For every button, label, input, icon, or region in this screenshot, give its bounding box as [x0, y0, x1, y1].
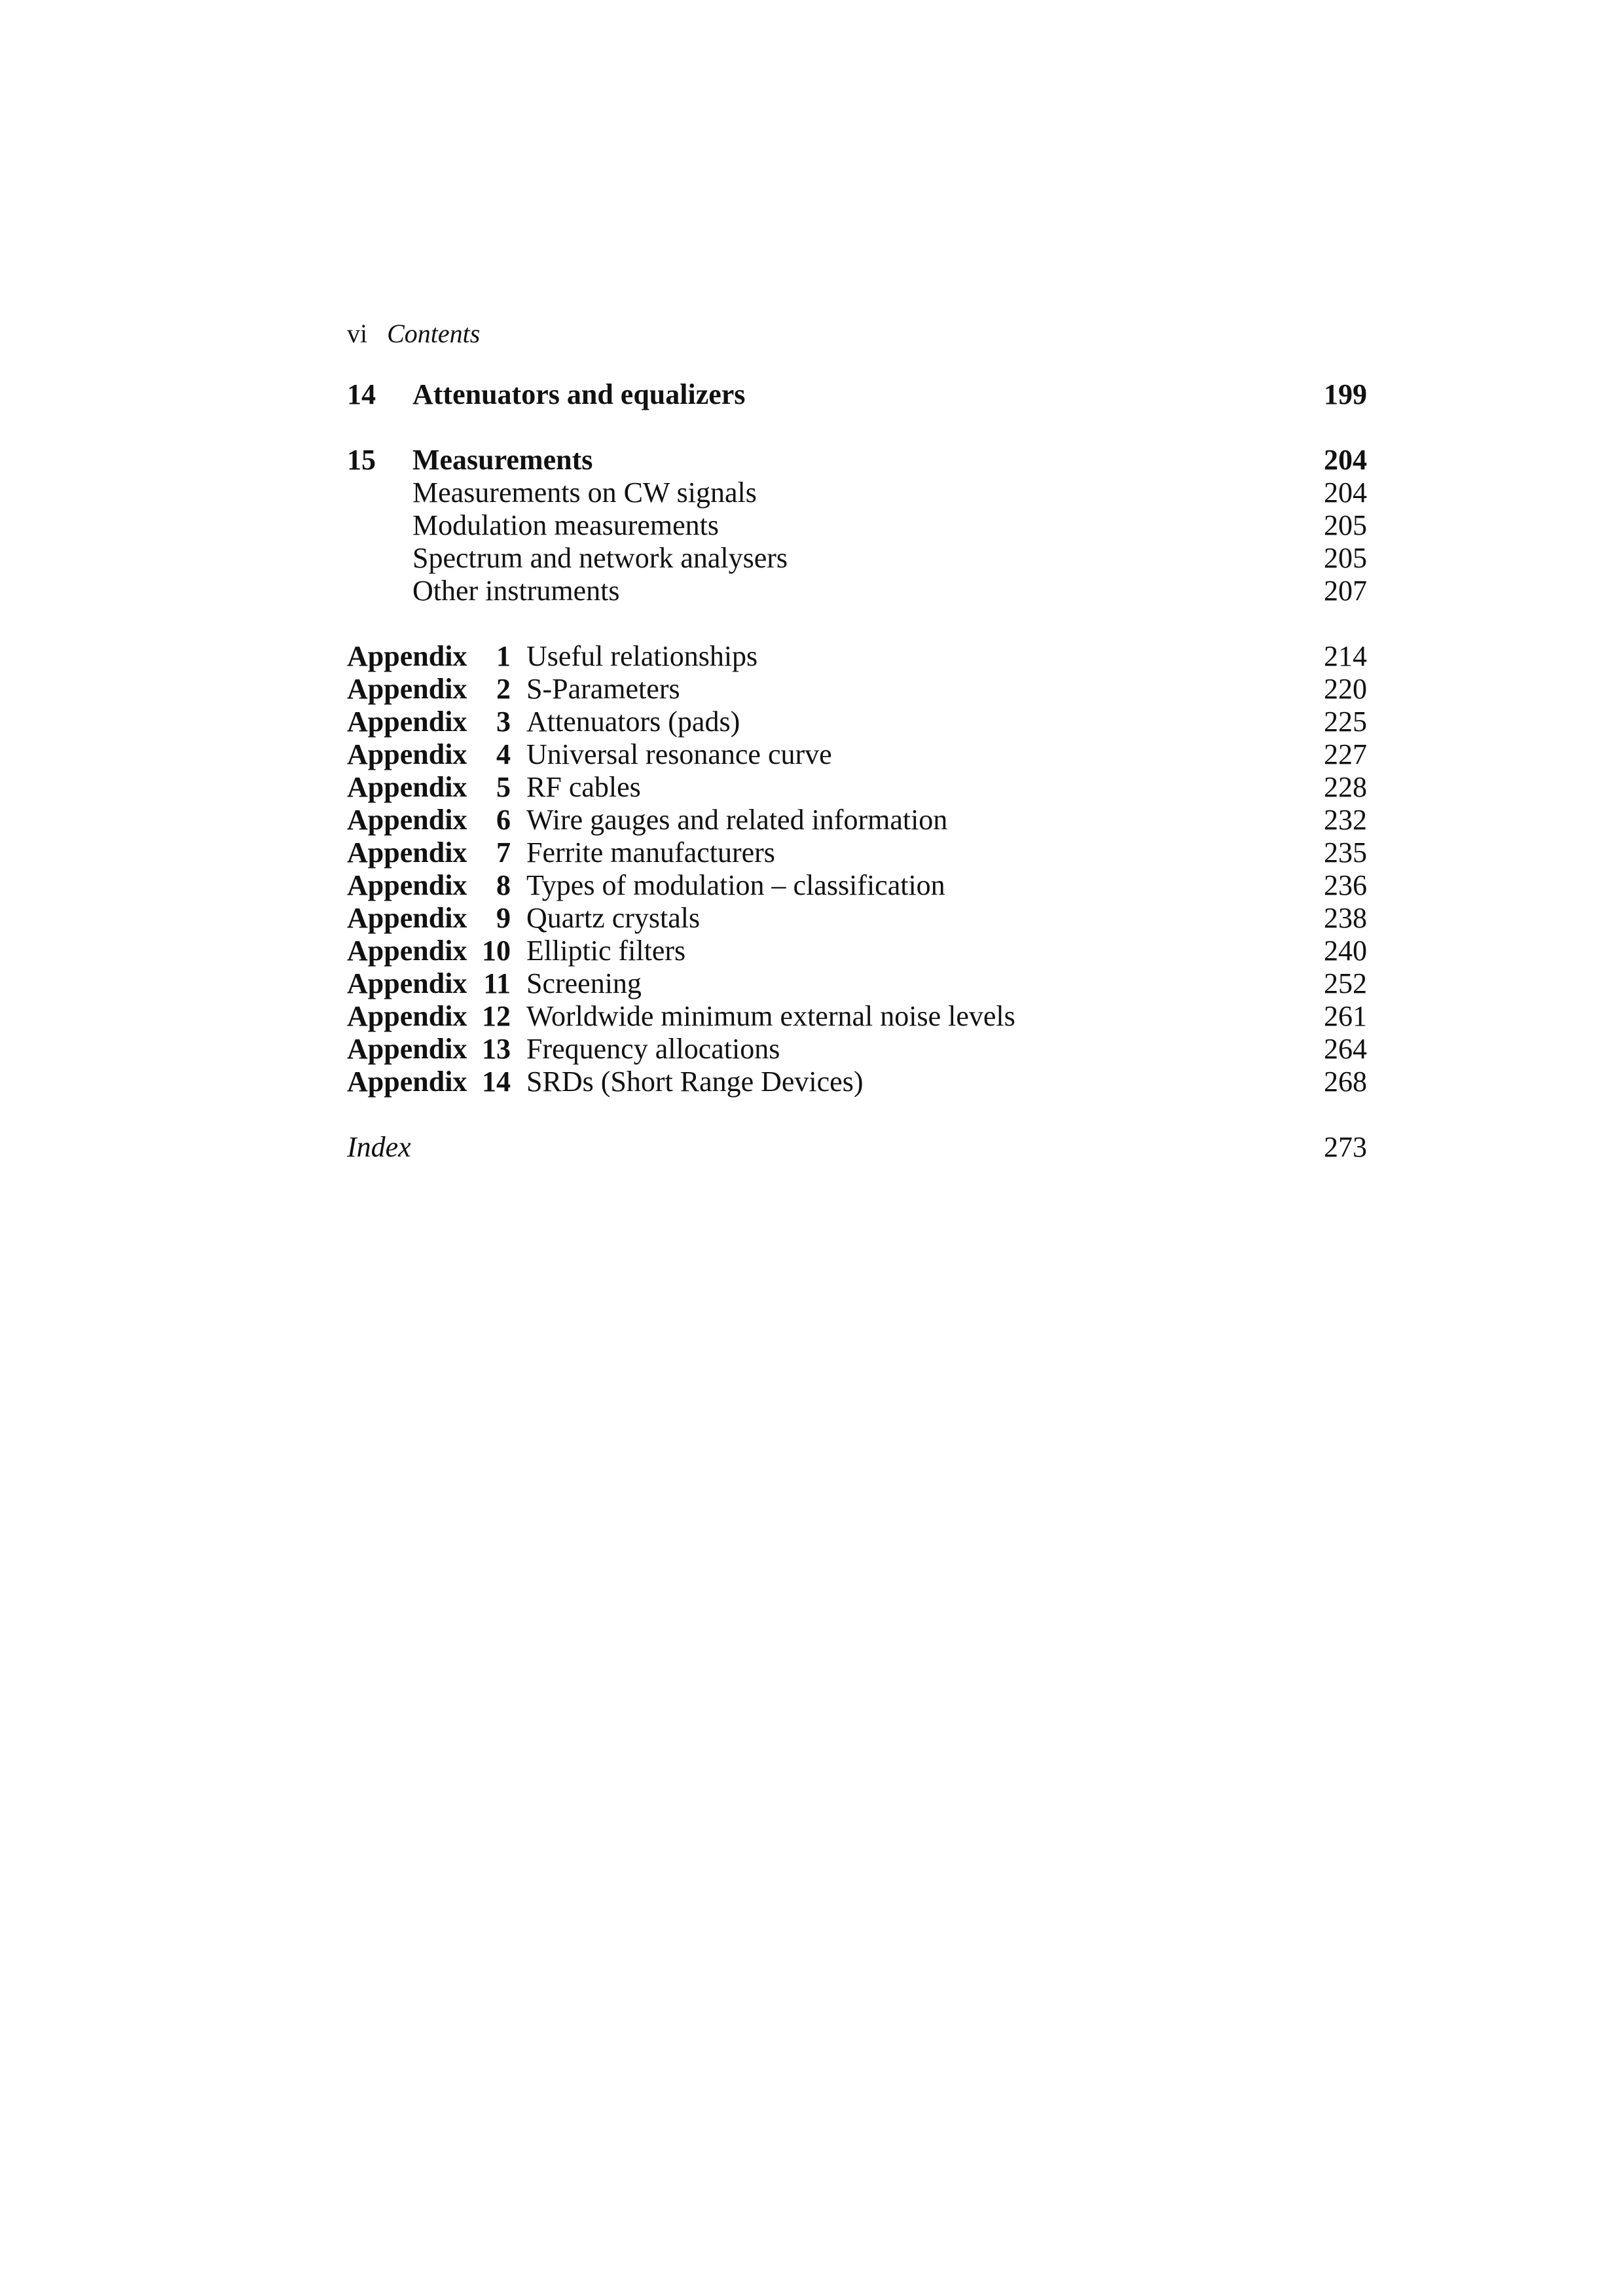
section-title: Modulation measurements: [412, 509, 720, 541]
appendix-page: 240: [1324, 935, 1367, 967]
appendix-number: 11: [483, 967, 511, 999]
toc-index[interactable]: [347, 1131, 1367, 1164]
appendix-word: Appendix: [347, 1033, 467, 1065]
running-head: [347, 314, 1367, 353]
toc-appendix-10[interactable]: [347, 935, 1367, 967]
chapter-title: Attenuators and equalizers: [412, 378, 746, 410]
chapter-title: Measurements: [412, 444, 593, 476]
appendix-page: 252: [1324, 967, 1367, 999]
appendix-word: Appendix: [347, 869, 467, 901]
appendix-page: 232: [1324, 804, 1367, 836]
appendix-number: 7: [496, 836, 511, 869]
toc-appendix-12[interactable]: [347, 1000, 1367, 1033]
appendix-number: 13: [482, 1033, 511, 1065]
chapter-page: 204: [1324, 444, 1367, 476]
appendix-word: Appendix: [347, 771, 467, 803]
appendix-word: Appendix: [347, 967, 467, 999]
toc-chapter-15[interactable]: [347, 444, 1367, 476]
toc-appendix-4[interactable]: [347, 738, 1367, 771]
section-page: 207: [1324, 575, 1367, 607]
appendix-word: Appendix: [347, 804, 467, 836]
toc-appendix-8[interactable]: [347, 869, 1367, 902]
toc-chapter-14[interactable]: [347, 378, 1367, 411]
appendix-number: 8: [496, 869, 511, 901]
appendix-number: 10: [482, 935, 511, 967]
toc-appendix-7[interactable]: [347, 836, 1367, 869]
appendix-word: Appendix: [347, 673, 467, 705]
appendix-title: Frequency allocations: [526, 1033, 780, 1065]
section-page: 204: [1324, 476, 1367, 509]
appendix-page: 264: [1324, 1033, 1367, 1065]
toc-appendix-2[interactable]: [347, 673, 1367, 706]
toc-appendix-6[interactable]: [347, 804, 1367, 836]
section-page: 205: [1324, 542, 1367, 574]
index-page: 273: [1324, 1131, 1367, 1163]
appendix-page: 225: [1324, 706, 1367, 738]
appendix-page: 214: [1324, 640, 1367, 672]
appendix-number: 6: [496, 804, 511, 836]
appendix-number: 9: [496, 902, 511, 934]
chapter-number: 15: [347, 444, 376, 476]
spacer: [347, 1098, 1367, 1131]
appendix-title: RF cables: [526, 771, 641, 803]
appendix-title: Elliptic filters: [526, 935, 686, 967]
appendix-page: 238: [1324, 902, 1367, 934]
appendix-page: 261: [1324, 1000, 1367, 1032]
appendix-number: 4: [496, 738, 511, 770]
appendix-title: Useful relationships: [526, 640, 758, 672]
appendix-number: 12: [482, 1000, 511, 1032]
page-folio: vi: [347, 319, 368, 348]
toc-appendix-14[interactable]: [347, 1066, 1367, 1098]
appendix-title: Quartz crystals: [526, 902, 701, 934]
toc-section[interactable]: [347, 509, 1367, 542]
index-title: Index: [347, 1131, 411, 1163]
appendix-number: 14: [482, 1066, 511, 1098]
appendix-page: 220: [1324, 673, 1367, 705]
appendix-page: 268: [1324, 1066, 1367, 1098]
section-title: Spectrum and network analysers: [412, 542, 788, 574]
toc-appendix-13[interactable]: [347, 1033, 1367, 1066]
toc-appendix-5[interactable]: [347, 771, 1367, 804]
running-title: Contents: [387, 319, 481, 348]
toc-section[interactable]: [347, 575, 1367, 607]
appendix-number: 2: [496, 673, 511, 705]
section-page: 205: [1324, 509, 1367, 541]
appendix-page: 227: [1324, 738, 1367, 770]
appendix-word: Appendix: [347, 935, 467, 967]
appendix-page: 228: [1324, 771, 1367, 803]
section-title: Other instruments: [412, 575, 620, 607]
appendix-word: Appendix: [347, 640, 467, 672]
spacer: [347, 411, 1367, 444]
chapter-number: 14: [347, 378, 376, 410]
toc-appendix-11[interactable]: [347, 967, 1367, 1000]
appendix-title: Ferrite manufacturers: [526, 836, 775, 869]
toc-appendix-9[interactable]: [347, 902, 1367, 935]
appendix-title: SRDs (Short Range Devices): [526, 1066, 864, 1098]
toc-section[interactable]: [347, 542, 1367, 575]
appendix-title: Worldwide minimum external noise levels: [526, 1000, 1015, 1032]
appendix-title: Universal resonance curve: [526, 738, 832, 770]
appendix-number: 3: [496, 706, 511, 738]
toc-appendix-1[interactable]: [347, 640, 1367, 673]
toc-section[interactable]: [347, 476, 1367, 509]
toc-appendix-3[interactable]: [347, 706, 1367, 738]
appendix-title: Wire gauges and related information: [526, 804, 948, 836]
section-title: Measurements on CW signals: [412, 476, 757, 509]
appendix-word: Appendix: [347, 1066, 467, 1098]
appendix-number: 5: [496, 771, 511, 803]
appendix-word: Appendix: [347, 1000, 467, 1032]
appendix-word: Appendix: [347, 738, 467, 770]
appendix-title: Screening: [526, 967, 642, 999]
appendix-word: Appendix: [347, 836, 467, 869]
contents-page: [347, 314, 1367, 1164]
spacer: [347, 607, 1367, 640]
appendix-page: 236: [1324, 869, 1367, 901]
appendix-title: Types of modulation – classification: [526, 869, 945, 901]
chapter-page: 199: [1324, 378, 1367, 410]
appendix-word: Appendix: [347, 706, 467, 738]
appendix-number: 1: [496, 640, 511, 672]
appendix-word: Appendix: [347, 902, 467, 934]
appendix-page: 235: [1324, 836, 1367, 869]
appendix-title: S-Parameters: [526, 673, 680, 705]
appendix-title: Attenuators (pads): [526, 706, 740, 738]
